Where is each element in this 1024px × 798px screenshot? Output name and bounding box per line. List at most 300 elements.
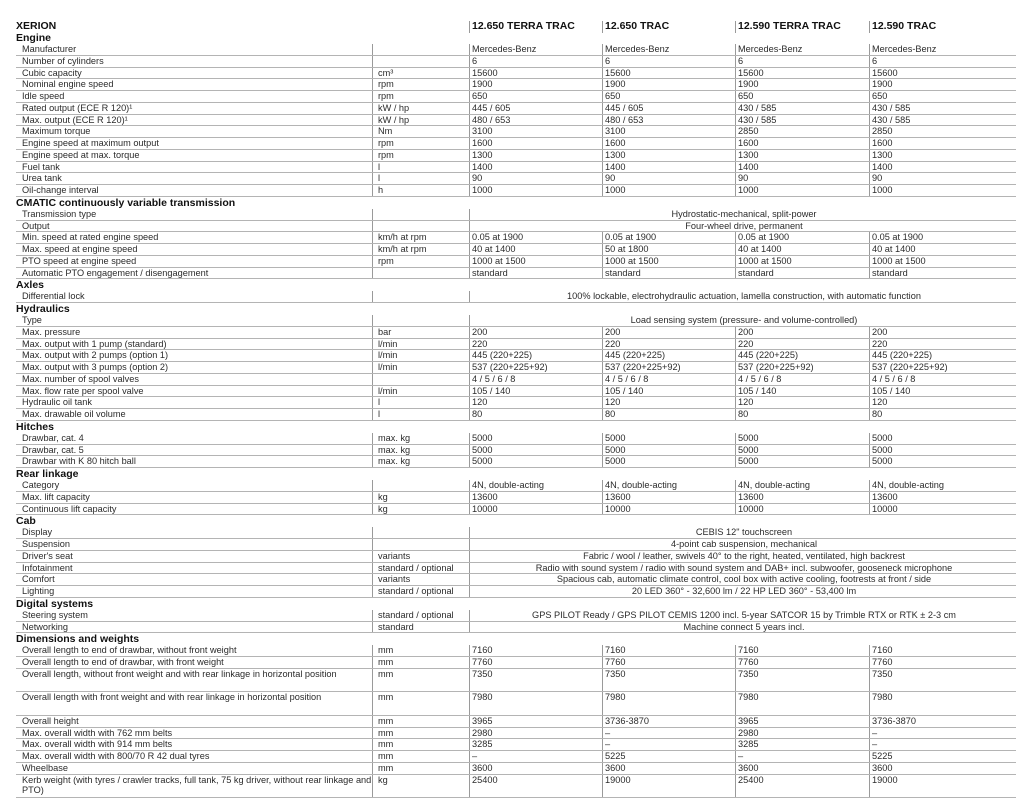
spec-label: Cubic capacity bbox=[22, 67, 82, 78]
table-row bbox=[16, 775, 1016, 798]
table-row bbox=[16, 126, 1016, 138]
spec-label: Max. output with 2 pumps (option 1) bbox=[22, 350, 169, 361]
section-title: Engine bbox=[16, 32, 52, 44]
spec-label: Nominal engine speed bbox=[22, 79, 114, 90]
variant-header: 12.590 TRAC bbox=[872, 20, 937, 32]
spec-label: Urea tank bbox=[22, 173, 62, 184]
spec-value: 3600 bbox=[872, 762, 893, 773]
table-row bbox=[16, 362, 1016, 374]
spec-value: 1000 at 1500 bbox=[738, 255, 792, 266]
column-divider bbox=[735, 692, 736, 716]
row-divider bbox=[16, 302, 1016, 303]
column-divider bbox=[735, 669, 736, 693]
column-divider bbox=[469, 775, 470, 798]
table-row bbox=[16, 173, 1016, 185]
spec-unit: rpm bbox=[378, 149, 394, 160]
spec-label: Manufacturer bbox=[22, 44, 77, 54]
spec-value: 4 / 5 / 6 / 8 bbox=[738, 373, 782, 384]
spec-unit: standard bbox=[378, 621, 414, 632]
spec-value: 200 bbox=[872, 326, 888, 337]
spec-label: Max. output (ECE R 120)¹ bbox=[22, 114, 128, 125]
table-row bbox=[16, 456, 1016, 468]
spec-value: 7980 bbox=[738, 692, 759, 703]
spec-label: Engine speed at maximum output bbox=[22, 138, 159, 148]
spec-unit: kg bbox=[378, 774, 388, 785]
spec-unit: kg bbox=[378, 491, 388, 502]
spec-value: Mercedes-Benz bbox=[738, 44, 803, 54]
spec-unit: mm bbox=[378, 645, 394, 656]
variant-header: 12.590 TERRA TRAC bbox=[738, 20, 841, 32]
table-row bbox=[16, 386, 1016, 398]
spec-value: 7980 bbox=[472, 692, 493, 703]
column-divider bbox=[602, 692, 603, 716]
spec-unit: km/h at rpm bbox=[378, 244, 427, 254]
section-title: Cab bbox=[16, 515, 36, 528]
spec-value: 4N, double-acting bbox=[605, 480, 678, 490]
section-title: Axles bbox=[16, 279, 45, 292]
row-divider bbox=[16, 514, 1016, 515]
column-divider bbox=[372, 692, 373, 716]
spec-value: 7760 bbox=[872, 657, 893, 667]
spec-value: 15600 bbox=[605, 67, 631, 78]
spec-value: 445 / 605 bbox=[605, 102, 644, 113]
spec-label: Max. overall width with 762 mm belts bbox=[22, 727, 173, 738]
spec-value: 4N, double-acting bbox=[872, 480, 945, 490]
spec-value: 40 at 1400 bbox=[738, 244, 782, 254]
spec-value: 7350 bbox=[472, 668, 493, 679]
spec-value: 10000 bbox=[605, 503, 631, 514]
spec-unit: mm bbox=[378, 715, 394, 726]
spec-label: Differential lock bbox=[22, 291, 85, 302]
spec-value: 7980 bbox=[872, 692, 893, 703]
table-row bbox=[16, 56, 1016, 68]
spec-value: – bbox=[605, 739, 611, 750]
spec-value: 1400 bbox=[472, 161, 493, 172]
spec-value: 5000 bbox=[872, 432, 893, 443]
column-divider bbox=[602, 775, 603, 798]
table-row bbox=[16, 409, 1016, 421]
spec-value: 5000 bbox=[472, 444, 493, 455]
spec-value: 90 bbox=[605, 173, 616, 184]
spec-value: 537 (220+225+92) bbox=[605, 362, 681, 372]
table-row bbox=[16, 433, 1016, 445]
spec-label: Oil-change interval bbox=[22, 185, 99, 195]
section-title: Hitches bbox=[16, 420, 54, 433]
table-row bbox=[16, 150, 1016, 162]
spec-value: 1000 at 1500 bbox=[605, 255, 659, 266]
spec-label: Continuous lift capacity bbox=[22, 503, 117, 514]
spec-value: 25400 bbox=[738, 774, 764, 785]
spec-unit: mm bbox=[378, 692, 394, 703]
model-header-row bbox=[16, 20, 1016, 34]
spec-value: 1400 bbox=[738, 161, 759, 172]
spec-label: Rated output (ECE R 120)¹ bbox=[22, 102, 133, 113]
spec-value: 5225 bbox=[872, 751, 893, 761]
spec-label: Comfort bbox=[22, 574, 55, 585]
section-title: Hydraulics bbox=[16, 303, 70, 315]
spec-value: 650 bbox=[738, 91, 754, 101]
spec-value: 40 at 1400 bbox=[872, 244, 916, 254]
spec-unit: rpm bbox=[378, 138, 394, 148]
table-row bbox=[16, 728, 1016, 740]
table-row bbox=[16, 492, 1016, 504]
spec-label: Fuel tank bbox=[22, 161, 60, 172]
spec-unit: max. kg bbox=[378, 432, 411, 443]
spec-value: standard bbox=[872, 267, 908, 278]
column-divider bbox=[372, 775, 373, 798]
table-row bbox=[16, 480, 1016, 492]
spec-value: 430 / 585 bbox=[738, 114, 777, 125]
table-row bbox=[16, 551, 1016, 563]
spec-value: 15600 bbox=[872, 67, 898, 78]
spec-value: 80 bbox=[738, 409, 749, 419]
spec-value: 537 (220+225+92) bbox=[738, 362, 814, 372]
spec-value: 4 / 5 / 6 / 8 bbox=[472, 373, 516, 384]
spec-label: Max. pressure bbox=[22, 326, 81, 337]
spec-value: Mercedes-Benz bbox=[472, 44, 537, 54]
spec-value: 7160 bbox=[605, 645, 626, 656]
spec-label: Overall length, without front weight and with rear linkage in horizontal position bbox=[22, 668, 337, 679]
table-row bbox=[16, 68, 1016, 80]
spec-label: Type bbox=[22, 315, 42, 325]
spec-unit: variants bbox=[378, 574, 411, 585]
spec-value: 200 bbox=[738, 326, 754, 337]
spec-value: 105 / 140 bbox=[472, 385, 511, 396]
spec-value: 90 bbox=[472, 173, 483, 184]
spec-unit: rpm bbox=[378, 79, 394, 90]
row-divider bbox=[16, 420, 1016, 421]
spec-value: 5000 bbox=[738, 444, 759, 455]
spec-value: 90 bbox=[738, 173, 749, 184]
table-row bbox=[16, 504, 1016, 516]
spec-value: – bbox=[605, 727, 611, 738]
spec-value: 480 / 653 bbox=[605, 114, 644, 125]
spec-value: 5000 bbox=[605, 444, 626, 455]
spec-label: Automatic PTO engagement / disengagement bbox=[22, 267, 209, 278]
spec-label: Drawbar, cat. 5 bbox=[22, 444, 84, 455]
spec-value: 3965 bbox=[738, 715, 759, 726]
spec-value: 6 bbox=[472, 55, 478, 66]
spec-label: Wheelbase bbox=[22, 762, 68, 773]
spec-unit: l bbox=[378, 161, 381, 172]
table-row bbox=[16, 445, 1016, 457]
spec-value: 5000 bbox=[872, 444, 893, 455]
table-row bbox=[16, 327, 1016, 339]
table-row bbox=[16, 692, 1016, 716]
spec-label: Kerb weight (with tyres / crawler tracks, full tank, 75 kg driver, without rear linkage and PTO) bbox=[22, 774, 372, 795]
spec-value-shared: Hydrostatic-mechanical, split-power bbox=[671, 208, 817, 219]
spec-value: 5000 bbox=[472, 456, 493, 467]
spec-label: Overall length to end of drawbar, without front weight bbox=[22, 645, 237, 656]
spec-unit: l/min bbox=[378, 350, 398, 361]
spec-value: 1600 bbox=[605, 138, 626, 148]
spec-value-shared: Fabric / wool / leather, swivels 40° to the right, heated, ventilated, high backrest bbox=[583, 550, 905, 561]
spec-value: 13600 bbox=[872, 491, 898, 502]
spec-value: 1600 bbox=[738, 138, 759, 148]
spec-value: 15600 bbox=[738, 67, 764, 78]
table-row bbox=[16, 645, 1016, 657]
spec-value: 445 / 605 bbox=[472, 102, 511, 113]
spec-value-shared: Load sensing system (pressure- and volume-controlled) bbox=[630, 315, 858, 325]
spec-unit: mm bbox=[378, 739, 394, 750]
spec-label: PTO speed at engine speed bbox=[22, 255, 137, 266]
spec-value: 430 / 585 bbox=[872, 114, 911, 125]
table-row bbox=[16, 162, 1016, 174]
column-divider bbox=[869, 775, 870, 798]
spec-value: 0.05 at 1900 bbox=[872, 232, 924, 243]
spec-value: 10000 bbox=[872, 503, 898, 514]
spec-unit: mm bbox=[378, 727, 394, 738]
spec-label: Drawbar, cat. 4 bbox=[22, 432, 84, 443]
spec-unit: rpm bbox=[378, 91, 394, 101]
spec-value: 2980 bbox=[472, 727, 493, 738]
spec-value: 200 bbox=[472, 326, 488, 337]
spec-value: 5000 bbox=[472, 432, 493, 443]
column-divider bbox=[735, 775, 736, 798]
spec-label: Maximum torque bbox=[22, 126, 91, 137]
spec-value: 3600 bbox=[605, 762, 626, 773]
spec-value: 0.05 at 1900 bbox=[605, 232, 657, 243]
spec-value: 7760 bbox=[472, 657, 493, 667]
spec-value: 105 / 140 bbox=[872, 385, 911, 396]
spec-value: 0.05 at 1900 bbox=[738, 232, 790, 243]
spec-unit: mm bbox=[378, 668, 394, 679]
spec-value: 40 at 1400 bbox=[472, 244, 516, 254]
spec-label: Steering system bbox=[22, 609, 88, 620]
spec-value: 7350 bbox=[872, 668, 893, 679]
table-row bbox=[16, 221, 1016, 233]
spec-value-shared: Machine connect 5 years incl. bbox=[683, 621, 805, 632]
spec-value: 3100 bbox=[605, 126, 626, 137]
spec-value: 6 bbox=[872, 55, 878, 66]
spec-value: 2850 bbox=[738, 126, 759, 137]
spec-unit: standard / optional bbox=[378, 609, 454, 620]
spec-value: 7760 bbox=[605, 657, 626, 667]
spec-label: Output bbox=[22, 220, 50, 231]
spec-label: Max. drawable oil volume bbox=[22, 409, 126, 419]
spec-value: 3965 bbox=[472, 715, 493, 726]
spec-value: 1900 bbox=[738, 79, 759, 90]
spec-value: 90 bbox=[872, 173, 883, 184]
spec-value: 537 (220+225+92) bbox=[872, 362, 948, 372]
spec-value: 1600 bbox=[872, 138, 893, 148]
spec-unit: mm bbox=[378, 751, 394, 761]
table-row bbox=[16, 339, 1016, 351]
spec-label: Max. output with 1 pump (standard) bbox=[22, 338, 167, 349]
table-row bbox=[16, 374, 1016, 386]
spec-value: 1400 bbox=[872, 161, 893, 172]
spec-unit: Nm bbox=[378, 126, 393, 137]
spec-value-shared: 100% lockable, electrohydraulic actuation, lamella construction, with automatic function bbox=[567, 291, 921, 302]
spec-value: 4N, double-acting bbox=[738, 480, 811, 490]
column-divider bbox=[869, 669, 870, 693]
spec-value: 5000 bbox=[605, 456, 626, 467]
spec-value: 105 / 140 bbox=[605, 385, 644, 396]
spec-unit: l/min bbox=[378, 362, 398, 372]
row-divider bbox=[16, 278, 1016, 279]
row-divider bbox=[16, 467, 1016, 468]
spec-value: 1900 bbox=[872, 79, 893, 90]
spec-label: Number of cylinders bbox=[22, 55, 104, 66]
spec-value: 13600 bbox=[738, 491, 764, 502]
spec-value: 3600 bbox=[472, 762, 493, 773]
spec-value: 7160 bbox=[872, 645, 893, 656]
spec-unit: mm bbox=[378, 657, 394, 667]
table-row bbox=[16, 397, 1016, 409]
spec-value: 13600 bbox=[472, 491, 498, 502]
table-row bbox=[16, 586, 1016, 598]
spec-value: 19000 bbox=[872, 774, 898, 785]
table-row bbox=[16, 574, 1016, 586]
column-divider bbox=[469, 669, 470, 693]
spec-value: 220 bbox=[472, 338, 488, 349]
spec-value: 445 (220+225) bbox=[738, 350, 799, 361]
spec-value: 1000 at 1500 bbox=[472, 255, 526, 266]
spec-unit: cm³ bbox=[378, 67, 394, 78]
spec-value: Mercedes-Benz bbox=[872, 44, 937, 54]
spec-label: Max. speed at engine speed bbox=[22, 244, 138, 254]
spec-value: 220 bbox=[738, 338, 754, 349]
spec-unit: l/min bbox=[378, 385, 398, 396]
spec-unit: l/min bbox=[378, 338, 398, 349]
variant-header: 12.650 TRAC bbox=[605, 20, 670, 32]
table-row bbox=[16, 527, 1016, 539]
spec-value: 220 bbox=[872, 338, 888, 349]
spec-value: Mercedes-Benz bbox=[605, 44, 670, 54]
model-name: XERION bbox=[16, 20, 57, 32]
spec-label: Idle speed bbox=[22, 91, 65, 101]
spec-value: 1400 bbox=[605, 161, 626, 172]
spec-value: 1900 bbox=[605, 79, 626, 90]
spec-label: Drawbar with K 80 hitch ball bbox=[22, 456, 136, 467]
spec-value: 2980 bbox=[738, 727, 759, 738]
spec-value: 445 (220+225) bbox=[472, 350, 533, 361]
spec-label: Max. flow rate per spool valve bbox=[22, 385, 144, 396]
table-row bbox=[16, 350, 1016, 362]
spec-label: Hydraulic oil tank bbox=[22, 397, 92, 408]
table-row bbox=[16, 563, 1016, 575]
spec-value: 5000 bbox=[738, 456, 759, 467]
column-divider bbox=[372, 669, 373, 693]
spec-value: – bbox=[872, 727, 878, 738]
spec-value: 80 bbox=[872, 409, 883, 419]
table-row bbox=[16, 44, 1016, 56]
spec-value: 5225 bbox=[605, 751, 626, 761]
table-row bbox=[16, 669, 1016, 693]
spec-unit: km/h at rpm bbox=[378, 232, 427, 243]
spec-value: 6 bbox=[738, 55, 744, 66]
spec-label: Max. overall width with 800/70 R 42 dual tyres bbox=[22, 751, 210, 761]
spec-label: Networking bbox=[22, 621, 68, 632]
spec-value: 3285 bbox=[738, 739, 759, 750]
spec-value-shared: GPS PILOT Ready / GPS PILOT CEMIS 1200 incl. 5-year SATCOR 15 by Trimble RTX or RTK ± 2-3 cm bbox=[532, 609, 956, 620]
spec-label: Suspension bbox=[22, 539, 71, 549]
spec-unit: h bbox=[378, 185, 384, 195]
spec-value: 1600 bbox=[472, 138, 493, 148]
spec-value-shared: 4-point cab suspension, mechanical bbox=[670, 539, 818, 549]
spec-value: 7160 bbox=[738, 645, 759, 656]
spec-unit: kg bbox=[378, 503, 388, 514]
spec-value: standard bbox=[472, 267, 508, 278]
spec-label: Max. output with 3 pumps (option 2) bbox=[22, 362, 169, 372]
spec-unit: rpm bbox=[378, 255, 394, 266]
spec-value: 200 bbox=[605, 326, 621, 337]
spec-value: 1000 at 1500 bbox=[872, 255, 926, 266]
spec-value: 3100 bbox=[472, 126, 493, 137]
table-row bbox=[16, 763, 1016, 775]
spec-unit: standard / optional bbox=[378, 562, 454, 573]
table-row bbox=[16, 268, 1016, 280]
spec-value: 5000 bbox=[872, 456, 893, 467]
spec-value: 80 bbox=[472, 409, 483, 419]
spec-value: 19000 bbox=[605, 774, 631, 785]
spec-value: 430 / 585 bbox=[738, 102, 777, 113]
table-row bbox=[16, 610, 1016, 622]
spec-value: 1900 bbox=[472, 79, 493, 90]
table-row bbox=[16, 716, 1016, 728]
table-row bbox=[16, 622, 1016, 634]
column-divider bbox=[869, 21, 870, 33]
spec-value: 1300 bbox=[738, 149, 759, 160]
spec-value: 0.05 at 1900 bbox=[472, 232, 524, 243]
spec-value: 480 / 653 bbox=[472, 114, 511, 125]
spec-value: 120 bbox=[872, 397, 888, 408]
table-row bbox=[16, 751, 1016, 763]
spec-value: 430 / 585 bbox=[872, 102, 911, 113]
spec-value: 7160 bbox=[472, 645, 493, 656]
spec-value: standard bbox=[738, 267, 774, 278]
spec-value: 120 bbox=[738, 397, 754, 408]
spec-value: 1300 bbox=[872, 149, 893, 160]
section-title: Dimensions and weights bbox=[16, 633, 140, 646]
table-row bbox=[16, 232, 1016, 244]
spec-value: 120 bbox=[472, 397, 488, 408]
spec-value-shared: CEBIS 12" touchscreen bbox=[695, 527, 793, 538]
spec-value: 10000 bbox=[738, 503, 764, 514]
table-row bbox=[16, 138, 1016, 150]
row-divider bbox=[16, 597, 1016, 598]
spec-unit: kW / hp bbox=[378, 102, 410, 113]
spec-label: Transmission type bbox=[22, 208, 97, 219]
spec-label: Max. lift capacity bbox=[22, 491, 90, 502]
spec-unit: l bbox=[378, 173, 381, 184]
spec-value: 3736-3870 bbox=[872, 715, 916, 726]
spec-value: 6 bbox=[605, 55, 611, 66]
spec-value: 7350 bbox=[738, 668, 759, 679]
spec-value: 80 bbox=[605, 409, 616, 419]
section-title: CMATIC continuously variable transmission bbox=[16, 196, 236, 209]
table-row bbox=[16, 103, 1016, 115]
table-row bbox=[16, 185, 1016, 197]
spec-value: 10000 bbox=[472, 503, 498, 514]
spec-value: 13600 bbox=[605, 491, 631, 502]
spec-value: – bbox=[472, 751, 478, 761]
table-row bbox=[16, 209, 1016, 221]
spec-value: 120 bbox=[605, 397, 621, 408]
spec-unit: l bbox=[378, 397, 381, 408]
column-divider bbox=[469, 21, 470, 33]
column-divider bbox=[735, 21, 736, 33]
section-title: Rear linkage bbox=[16, 468, 79, 480]
spec-unit: variants bbox=[378, 550, 411, 561]
spec-value: 7350 bbox=[605, 668, 626, 679]
spec-label: Max. number of spool valves bbox=[22, 373, 139, 384]
column-divider bbox=[602, 21, 603, 33]
spec-value: – bbox=[738, 751, 744, 761]
spec-value: 4 / 5 / 6 / 8 bbox=[872, 373, 916, 384]
spec-unit: kW / hp bbox=[378, 114, 410, 125]
spec-unit: standard / optional bbox=[378, 586, 454, 596]
